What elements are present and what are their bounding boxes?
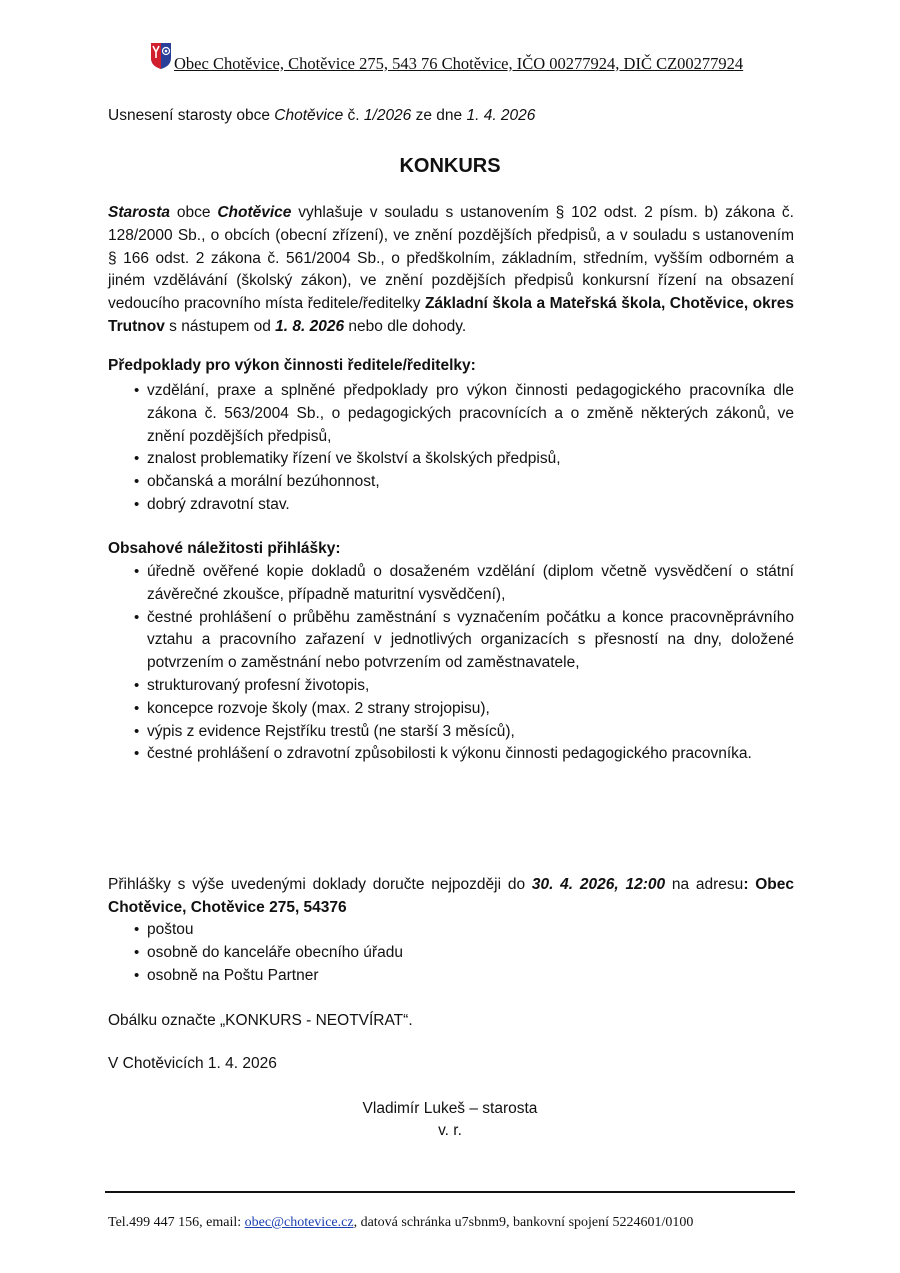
bullet-icon: • xyxy=(134,608,140,626)
place-and-date: V Chotěvicích 1. 4. 2026 xyxy=(108,1055,277,1072)
letterhead xyxy=(150,40,760,76)
bullet-icon: • xyxy=(134,699,140,717)
delivery-address: : Obec Chotěvice, Chotěvice 275, 54376 xyxy=(108,876,795,916)
footer-contact: Tel.499 447 156, email: obec@chotevice.cz, datová schránka u7sbnm9, bankovní spojení 5224601/0100 xyxy=(108,1215,694,1230)
bullet-icon: • xyxy=(134,473,140,491)
signature-vr: v. r. xyxy=(438,1122,462,1139)
delivery-methods-list xyxy=(108,919,794,987)
list-item: • znalost problematiky řízení ve školství a školských předpisů, xyxy=(108,448,794,471)
bullet-icon: • xyxy=(134,495,140,513)
list-item: • vzdělání, praxe a splněné předpoklady pro výkon činnosti pedagogického pracovníka dle zákona č. 563/2004 Sb., o pedagogických pracovnících a o změně některých zákonů, ve znění pozdějších předpisů, xyxy=(134,382,794,445)
list-item: • dobrý zdravotní stav. xyxy=(108,494,794,517)
signature-name: Vladimír Lukeš – starosta xyxy=(362,1100,538,1117)
bullet-icon: • xyxy=(134,921,140,938)
intro-paragraph: Starosta obce Chotěvice vyhlašuje v souladu s ustanovením § 102 odst. 2 písm. b) zákona č. 128/2000 Sb., o obcích (obecní zřízení), ve znění pozdějších předpisů, a v souladu s ustanovením § 166 odst. 2 zákona č. 561/2004 Sb., o předškolním, základním, středním, vyšším odborném a jiném vzdělávání (školský zákon), ve znění pozdějších předpisů konkursní řízení na obsazení vedoucího pracovního místa ředitele/ředitelky Základní škola a Mateřská škola, Chotěvice, okres Trutnov s nástupem od 1. 8. 2026 nebo dle dohody. xyxy=(108,204,794,335)
deadline: 30. 4. 2026, 12:00 xyxy=(531,876,666,893)
footer-divider xyxy=(105,1191,795,1193)
list-item: • čestné prohlášení o zdravotní způsobilosti k výkonu činnosti pedagogického pracovníka. xyxy=(108,743,794,766)
municipal-coat-of-arms-icon xyxy=(150,42,172,70)
list-item: • osobně do kanceláře obecního úřadu xyxy=(108,942,794,965)
resolution-line: Usnesení starosty obce Chotěvice č. 1/2026 ze dne 1. 4. 2026 xyxy=(108,107,536,124)
application-list xyxy=(108,561,794,766)
application-heading: Obsahové náležitosti přihlášky: xyxy=(108,540,341,557)
bullet-icon: • xyxy=(134,943,140,961)
list-item: • strukturovaný profesní životopis, xyxy=(108,675,794,698)
bullet-icon: • xyxy=(134,745,140,763)
delivery-paragraph: Přihlášky s výše uvedenými doklady doručte nejpozději do 30. 4. 2026, 12:00 na adresu: Obec Chotěvice, Chotěvice 275, 54376 xyxy=(108,876,795,916)
bullet-icon: • xyxy=(134,722,140,740)
list-item: • úředně ověřené kopie dokladů o dosaženém vzdělání (diplom včetně vysvědčení o státní závěrečné zkoušce, případně maturitní vysvědčení), xyxy=(134,563,794,603)
requirements-list xyxy=(108,380,794,517)
bullet-icon: • xyxy=(134,563,140,580)
resolution-number: 1/2026 xyxy=(363,107,412,124)
school-name: Základní škola a Mateřská škola, Chotěvice, okres Trutnov xyxy=(108,295,794,335)
resolution-date: 1. 4. 2026 xyxy=(466,107,536,124)
bullet-icon: • xyxy=(134,966,140,984)
email-link[interactable]: obec@chotevice.cz xyxy=(244,1215,354,1230)
list-item: • občanská a morální bezúhonnost, xyxy=(108,471,794,494)
resolution-municipality: Chotěvice xyxy=(274,107,344,124)
list-item: • čestné prohlášení o průběhu zaměstnání s vyznačením počátku a konce pracovněprávního vztahu a pracovního zařazení v jednotlivých organizacích s přesností na dny, doložené potvrzením o zaměstnání nebo potvrzením od zaměstnavatele, xyxy=(134,608,794,672)
envelope-instruction: Obálku označte „KONKURS - NEOTVÍRAT“. xyxy=(108,1012,413,1029)
document-title: KONKURS xyxy=(399,155,501,177)
list-item: • koncepce rozvoje školy (max. 2 strany strojopisu), xyxy=(108,698,794,721)
list-item: • osobně na Poštu Partner xyxy=(108,965,794,988)
bullet-icon: • xyxy=(134,676,140,694)
start-date: 1. 8. 2026 xyxy=(275,317,345,335)
letterhead-address: Obec Chotěvice, Chotěvice 275, 543 76 Chotěvice, IČO 00277924, DIČ CZ00277924 xyxy=(174,54,744,73)
bullet-icon: • xyxy=(134,450,140,468)
bullet-icon: • xyxy=(134,382,140,399)
list-item: • výpis z evidence Rejstříku trestů (ne starší 3 měsíců), xyxy=(108,721,794,744)
list-item: • poštou xyxy=(108,919,794,942)
requirements-heading: Předpoklady pro výkon činnosti ředitele/ředitelky: xyxy=(108,357,476,374)
